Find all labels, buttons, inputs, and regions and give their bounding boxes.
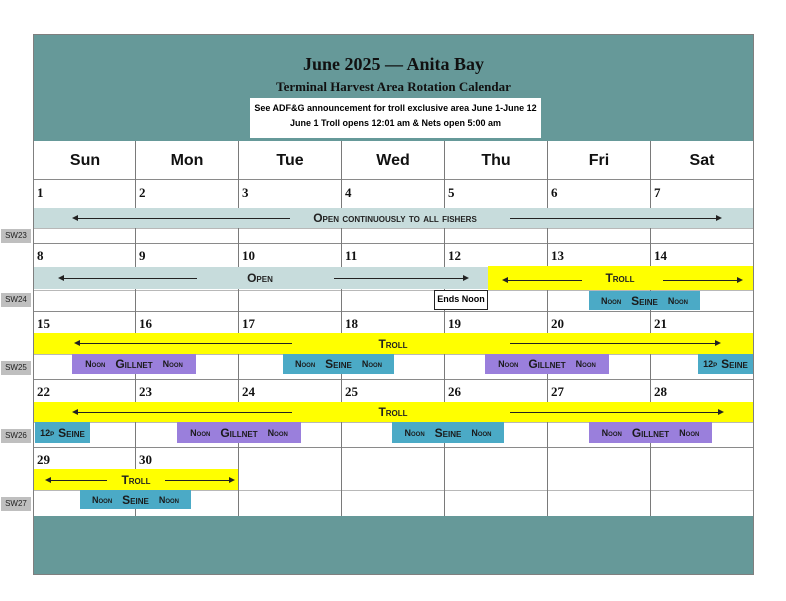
grid-line xyxy=(34,179,753,180)
date-15: 15 xyxy=(37,316,50,331)
ends-noon-label: Ends Noon xyxy=(434,290,488,310)
noon-end: Noon xyxy=(158,494,180,505)
noon-start: Noon xyxy=(601,427,622,438)
dow-thu: Thu xyxy=(481,152,511,169)
arrow-line xyxy=(506,280,582,281)
grid-line xyxy=(34,311,753,312)
seine-label: Seine xyxy=(122,492,149,507)
gillnet-label: Gillnet xyxy=(631,425,670,440)
footer-band xyxy=(34,516,753,574)
date-26: 26 xyxy=(448,384,461,399)
announcement-line-1: See ADF&G announcement for troll exclusive area June 1-June 12 xyxy=(254,103,537,113)
date-18: 18 xyxy=(345,316,358,331)
seine-12p-opening xyxy=(698,354,753,374)
arrow-line xyxy=(76,218,290,219)
date-23: 23 xyxy=(139,384,152,399)
date-12: 12 xyxy=(448,248,461,263)
grid-column-line xyxy=(547,141,548,516)
arrow-line xyxy=(510,343,715,344)
troll-label: Troll xyxy=(378,405,408,419)
calendar-subtitle: Terminal Harvest Area Rotation Calendar xyxy=(276,79,511,94)
date-30: 30 xyxy=(139,452,152,467)
gillnet-opening xyxy=(177,422,301,443)
gillnet-opening xyxy=(72,354,196,374)
date-14: 14 xyxy=(654,248,667,263)
date-13: 13 xyxy=(551,248,564,263)
arrow-right-icon xyxy=(715,340,721,346)
gillnet-opening xyxy=(485,354,609,374)
arrow-line xyxy=(76,412,292,413)
arrow-line xyxy=(510,412,718,413)
open-all-label: Open continuously to all fishers xyxy=(313,211,477,225)
gillnet-label: Gillnet xyxy=(115,357,153,371)
arrow-line xyxy=(78,343,292,344)
seine-opening xyxy=(392,422,504,443)
arrow-line xyxy=(334,278,464,279)
noon-end: Noon xyxy=(575,359,596,369)
dow-tue: Tue xyxy=(276,152,304,169)
dow-mon: Mon xyxy=(170,152,204,169)
noon-end: Noon xyxy=(471,427,492,438)
date-25: 25 xyxy=(345,384,358,399)
dow-wed: Wed xyxy=(376,152,410,169)
date-11: 11 xyxy=(345,248,358,263)
grid-column-line xyxy=(135,141,136,516)
gillnet-label: Gillnet xyxy=(220,425,258,440)
troll-label: Troll xyxy=(378,337,408,351)
date-29: 29 xyxy=(37,452,50,467)
date-24: 24 xyxy=(242,384,255,399)
date-8: 8 xyxy=(37,248,44,263)
arrow-right-icon xyxy=(716,215,722,221)
seine-label: Seine xyxy=(325,357,352,371)
arrow-right-icon xyxy=(718,409,724,415)
arrow-line xyxy=(62,278,197,279)
date-20: 20 xyxy=(551,316,564,331)
seine-opening xyxy=(589,291,700,310)
date-21: 21 xyxy=(654,316,667,331)
arrow-line xyxy=(49,480,107,481)
date-1: 1 xyxy=(37,185,44,200)
noon-start: Noon xyxy=(498,359,519,369)
date-4: 4 xyxy=(345,185,352,200)
gillnet-label: Gillnet xyxy=(528,357,566,371)
announcement-note xyxy=(250,98,541,138)
arrow-right-icon xyxy=(229,477,235,483)
grid-column-line xyxy=(341,141,342,516)
stat-week-label: SW27 xyxy=(1,497,31,511)
twelve-p-label: 12p xyxy=(703,359,718,369)
stat-week-label: SW23 xyxy=(1,229,31,243)
date-17: 17 xyxy=(242,316,255,331)
open-label: Open xyxy=(247,271,273,285)
seine-label: Seine xyxy=(58,425,85,440)
date-7: 7 xyxy=(654,185,661,200)
arrow-right-icon xyxy=(463,275,469,281)
grid-column-line xyxy=(444,141,445,516)
dow-sun: Sun xyxy=(69,152,101,169)
calendar-title: June 2025 — Anita Bay xyxy=(302,54,485,74)
arrow-line xyxy=(510,218,716,219)
date-3: 3 xyxy=(242,185,249,200)
date-22: 22 xyxy=(37,384,50,399)
dow-sat: Sat xyxy=(689,152,715,169)
troll-label: Troll xyxy=(605,271,635,285)
seine-label: Seine xyxy=(631,293,658,308)
grid-line xyxy=(34,447,753,448)
date-27: 27 xyxy=(551,384,564,399)
grid-column-line xyxy=(238,141,239,516)
noon-start: Noon xyxy=(85,359,106,369)
date-9: 9 xyxy=(139,248,146,263)
date-10: 10 xyxy=(242,248,255,263)
noon-end: Noon xyxy=(162,359,183,369)
date-2: 2 xyxy=(139,185,146,200)
troll-label: Troll xyxy=(121,473,151,487)
seine-label: Seine xyxy=(721,357,748,371)
date-5: 5 xyxy=(448,185,455,200)
arrow-right-icon xyxy=(737,277,743,283)
stat-week-label: SW25 xyxy=(1,361,31,375)
gillnet-opening xyxy=(589,422,712,443)
grid-column-line xyxy=(650,141,651,516)
seine-opening xyxy=(283,354,394,374)
noon-end: Noon xyxy=(667,295,689,306)
noon-end: Noon xyxy=(679,427,700,438)
arrow-line xyxy=(165,480,229,481)
seine-label: Seine xyxy=(434,425,462,440)
date-6: 6 xyxy=(551,185,558,200)
date-16: 16 xyxy=(139,316,152,331)
arrow-line xyxy=(663,280,738,281)
noon-end: Noon xyxy=(361,359,383,369)
grid-line xyxy=(34,243,753,244)
seine-opening xyxy=(80,490,191,509)
noon-start: Noon xyxy=(190,427,211,438)
seine-12p-opening xyxy=(35,422,90,443)
date-19: 19 xyxy=(448,316,461,331)
noon-start: Noon xyxy=(91,494,113,505)
grid-line xyxy=(34,379,753,380)
dow-fri: Fri xyxy=(588,152,610,169)
twelve-p-label: 12p xyxy=(40,427,55,438)
grid-subline xyxy=(34,228,753,229)
noon-end: Noon xyxy=(267,427,288,438)
noon-start: Noon xyxy=(404,427,425,438)
announcement-line-2: June 1 Troll opens 12:01 am & Nets open 5:00 am xyxy=(289,118,502,128)
stat-week-label: SW24 xyxy=(1,293,31,307)
noon-start: Noon xyxy=(294,359,316,369)
noon-start: Noon xyxy=(600,295,622,306)
stat-week-label: SW26 xyxy=(1,429,31,443)
date-28: 28 xyxy=(654,384,667,399)
